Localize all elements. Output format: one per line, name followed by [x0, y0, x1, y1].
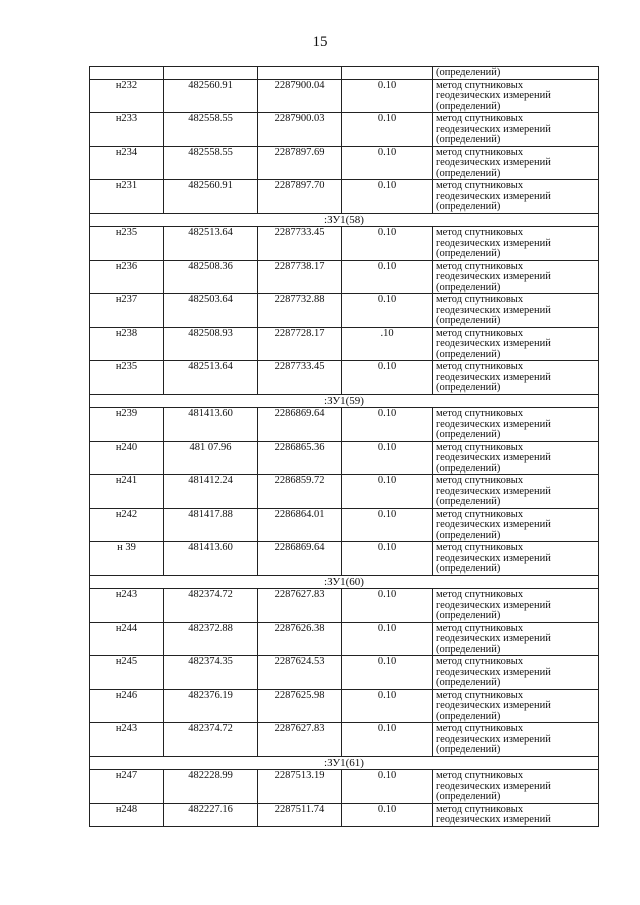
point-cell: н231: [90, 180, 164, 214]
page-number: 15: [312, 34, 328, 50]
group-header-row: [90, 213, 599, 227]
point-cell: н243: [90, 723, 164, 757]
point-cell: н239: [90, 408, 164, 442]
table-row: [90, 113, 599, 147]
y-cell: 2287738.17: [258, 260, 342, 294]
x-cell: 482508.36: [164, 260, 258, 294]
point-cell: н232: [90, 79, 164, 113]
table-row: [90, 803, 599, 826]
method-cell: [433, 441, 599, 475]
method-line: (определений): [436, 462, 501, 474]
table-row: [90, 408, 599, 442]
group-label: :ЗУ1(59): [90, 394, 599, 408]
x-cell: 482227.16: [164, 803, 258, 826]
method-line: метод спутниковых: [436, 180, 524, 191]
method-line: метод спутниковых: [436, 622, 524, 634]
point-cell: н237: [90, 294, 164, 328]
method-line: геодезических измерений: [436, 90, 551, 101]
method-line-3: (определений): [436, 67, 501, 78]
x-cell: [164, 67, 258, 80]
method-line: геодезических измерений: [436, 814, 551, 825]
y-cell: 2287624.53: [258, 656, 342, 690]
table-row: [90, 723, 599, 757]
y-cell: 2286869.64: [258, 542, 342, 576]
x-cell: 481413.60: [164, 542, 258, 576]
table-row: [90, 656, 599, 690]
y-cell: 2286865.36: [258, 441, 342, 475]
point-cell: н235: [90, 361, 164, 395]
point-cell: н235: [90, 227, 164, 261]
table-row: [90, 475, 599, 509]
point-cell: н 39: [90, 542, 164, 576]
method-line: геодезических измерений: [436, 304, 551, 316]
group-header-row: [90, 394, 599, 408]
y-cell: 2287728.17: [258, 327, 342, 361]
method-line: (определений): [436, 315, 501, 326]
method-cell: [433, 146, 599, 180]
accuracy-cell: 0.10: [342, 79, 433, 113]
y-cell: 2287897.69: [258, 146, 342, 180]
x-cell: 482508.93: [164, 327, 258, 361]
method-line: (определений): [436, 496, 501, 507]
method-line: (определений): [436, 677, 501, 688]
point-cell: [90, 67, 164, 80]
method-line: метод спутниковых: [436, 79, 524, 91]
method-line: (определений): [436, 563, 501, 574]
method-line: геодезических измерений: [436, 599, 551, 611]
accuracy-cell: 0.10: [342, 803, 433, 826]
method-line: метод спутниковых: [436, 475, 524, 486]
group-header-row: [90, 756, 599, 770]
method-cell: [433, 689, 599, 723]
method-line: метод спутниковых: [436, 441, 524, 453]
y-cell: 2287627.83: [258, 723, 342, 757]
method-line: метод спутниковых: [436, 227, 524, 238]
x-cell: 482374.72: [164, 589, 258, 623]
table-row: [90, 146, 599, 180]
method-cell: [433, 113, 599, 147]
point-cell: н236: [90, 260, 164, 294]
method-cell: [433, 79, 599, 113]
table-row: [90, 441, 599, 475]
group-header-row: [90, 575, 599, 589]
method-line: геодезических измерений: [436, 123, 551, 135]
method-line: (определений): [436, 643, 501, 655]
method-line: геодезических измерений: [436, 418, 551, 430]
accuracy-cell: 0.10: [342, 227, 433, 261]
method-cell: [433, 294, 599, 328]
y-cell: 2286869.64: [258, 408, 342, 442]
x-cell: 481413.60: [164, 408, 258, 442]
method-line: геодезических измерений: [436, 552, 551, 564]
method-line: геодезических измерений: [436, 633, 551, 644]
method-line: метод спутниковых: [436, 260, 524, 272]
point-cell: н246: [90, 689, 164, 723]
method-line: метод спутниковых: [436, 508, 524, 520]
method-line: (определений): [436, 610, 501, 621]
point-cell: н238: [90, 327, 164, 361]
method-line: метод спутниковых: [436, 408, 524, 419]
accuracy-cell: 0.10: [342, 656, 433, 690]
method-cell: [433, 589, 599, 623]
method-line: геодезических измерений: [436, 485, 551, 497]
accuracy-cell: 0.10: [342, 113, 433, 147]
x-cell: 482228.99: [164, 770, 258, 804]
table-row: [90, 508, 599, 542]
y-cell: 2287733.45: [258, 227, 342, 261]
method-cell: [433, 542, 599, 576]
accuracy-cell: 0.10: [342, 508, 433, 542]
x-cell: 481 07.96: [164, 441, 258, 475]
method-line: геодезических измерений: [436, 338, 551, 349]
y-cell: 2287625.98: [258, 689, 342, 723]
point-cell: н248: [90, 803, 164, 826]
method-line: метод спутниковых: [436, 361, 524, 372]
accuracy-cell: 0.10: [342, 260, 433, 294]
accuracy-cell: .10: [342, 327, 433, 361]
method-cell: [433, 260, 599, 294]
x-cell: 482513.64: [164, 227, 258, 261]
y-cell: 2287900.04: [258, 79, 342, 113]
method-line: (определений): [436, 348, 501, 360]
method-line: (определений): [436, 201, 501, 212]
method-line: метод спутниковых: [436, 656, 524, 667]
y-cell: 2287627.83: [258, 589, 342, 623]
method-cell: [433, 508, 599, 542]
method-line: (определений): [436, 167, 501, 179]
x-cell: 482503.64: [164, 294, 258, 328]
point-cell: н234: [90, 146, 164, 180]
accuracy-cell: 0.10: [342, 408, 433, 442]
y-cell: 2287511.74: [258, 803, 342, 826]
method-line: (определений): [436, 529, 501, 541]
method-line: метод спутниковых: [436, 327, 524, 339]
accuracy-cell: 0.10: [342, 441, 433, 475]
method-cell: [433, 723, 599, 757]
method-line: геодезических измерений: [436, 371, 551, 383]
method-line: геодезических измерений: [436, 519, 551, 530]
x-cell: 482513.64: [164, 361, 258, 395]
method-line: (определений): [436, 710, 501, 722]
x-cell: 482374.72: [164, 723, 258, 757]
accuracy-cell: 0.10: [342, 294, 433, 328]
method-line: геодезических измерений: [436, 452, 551, 463]
method-cell: [433, 475, 599, 509]
method-line: (определений): [436, 744, 501, 755]
method-cell: [433, 327, 599, 361]
x-cell: 482560.91: [164, 79, 258, 113]
table-row: [90, 770, 599, 804]
y-cell: 2287732.88: [258, 294, 342, 328]
accuracy-cell: 0.10: [342, 542, 433, 576]
method-line: геодезических измерений: [436, 157, 551, 168]
method-line: (определений): [436, 248, 501, 259]
method-line: (определений): [436, 791, 501, 802]
table-row: [90, 79, 599, 113]
point-cell: н244: [90, 622, 164, 656]
group-label: :ЗУ1(58): [90, 213, 599, 227]
method-line: метод спутниковых: [436, 770, 524, 781]
accuracy-cell: 0.10: [342, 770, 433, 804]
accuracy-cell: 0.10: [342, 723, 433, 757]
y-cell: 2287897.70: [258, 180, 342, 214]
method-line: геодезических измерений: [436, 700, 551, 711]
table-row: [90, 689, 599, 723]
point-cell: н247: [90, 770, 164, 804]
accuracy-cell: 0.10: [342, 180, 433, 214]
table-row: [90, 622, 599, 656]
method-line: геодезических измерений: [436, 190, 551, 202]
method-cell: [433, 408, 599, 442]
table-row: [90, 542, 599, 576]
point-cell: н243: [90, 589, 164, 623]
y-cell: 2287900.03: [258, 113, 342, 147]
method-cell: [433, 67, 599, 80]
method-line: геодезических измерений: [436, 271, 551, 282]
x-cell: 481412.24: [164, 475, 258, 509]
accuracy-cell: 0.10: [342, 361, 433, 395]
coordinates-table: [89, 66, 599, 827]
method-line: геодезических измерений: [436, 237, 551, 249]
x-cell: 482558.55: [164, 113, 258, 147]
x-cell: 482374.35: [164, 656, 258, 690]
method-line: метод спутниковых: [436, 294, 524, 305]
x-cell: 482372.88: [164, 622, 258, 656]
table-row: [90, 327, 599, 361]
method-line: метод спутниковых: [436, 542, 524, 553]
y-cell: 2287733.45: [258, 361, 342, 395]
x-cell: 482560.91: [164, 180, 258, 214]
table-row: [90, 294, 599, 328]
method-cell: [433, 361, 599, 395]
method-line: геодезических измерений: [436, 733, 551, 745]
point-cell: н233: [90, 113, 164, 147]
accuracy-cell: 0.10: [342, 146, 433, 180]
method-line: метод спутниковых: [436, 589, 524, 600]
point-cell: н245: [90, 656, 164, 690]
method-line: (определений): [436, 429, 501, 440]
table-row: [90, 361, 599, 395]
x-cell: 482376.19: [164, 689, 258, 723]
method-line: метод спутниковых: [436, 113, 524, 124]
group-label: :ЗУ1(61): [90, 756, 599, 770]
accuracy-cell: 0.10: [342, 689, 433, 723]
method-cell: [433, 622, 599, 656]
point-cell: н242: [90, 508, 164, 542]
method-line: (определений): [436, 382, 501, 393]
method-line: (определений): [436, 100, 501, 112]
y-cell: [258, 67, 342, 80]
method-line: метод спутниковых: [436, 803, 524, 815]
table-row: [90, 180, 599, 214]
method-cell: [433, 770, 599, 804]
method-cell: [433, 180, 599, 214]
method-line: (определений): [436, 281, 501, 293]
coordinates-table-body: [90, 67, 599, 827]
method-line: геодезических измерений: [436, 666, 551, 678]
y-cell: 2286864.01: [258, 508, 342, 542]
x-cell: 482558.55: [164, 146, 258, 180]
point-cell: н241: [90, 475, 164, 509]
table-row: [90, 589, 599, 623]
point-cell: н240: [90, 441, 164, 475]
method-cell: [433, 803, 599, 826]
method-line: (определений): [436, 134, 501, 145]
x-cell: 481417.88: [164, 508, 258, 542]
method-cell: [433, 227, 599, 261]
group-label: :ЗУ1(60): [90, 575, 599, 589]
table-row: [90, 260, 599, 294]
y-cell: 2286859.72: [258, 475, 342, 509]
accuracy-cell: 0.10: [342, 475, 433, 509]
method-line: метод спутниковых: [436, 146, 524, 158]
y-cell: 2287513.19: [258, 770, 342, 804]
method-cell: [433, 656, 599, 690]
accuracy-cell: [342, 67, 433, 80]
y-cell: 2287626.38: [258, 622, 342, 656]
table-row-continued: [90, 67, 599, 80]
method-line: метод спутниковых: [436, 689, 524, 701]
accuracy-cell: 0.10: [342, 622, 433, 656]
accuracy-cell: 0.10: [342, 589, 433, 623]
table-row: [90, 227, 599, 261]
method-line: метод спутниковых: [436, 723, 524, 734]
method-line: геодезических измерений: [436, 780, 551, 792]
